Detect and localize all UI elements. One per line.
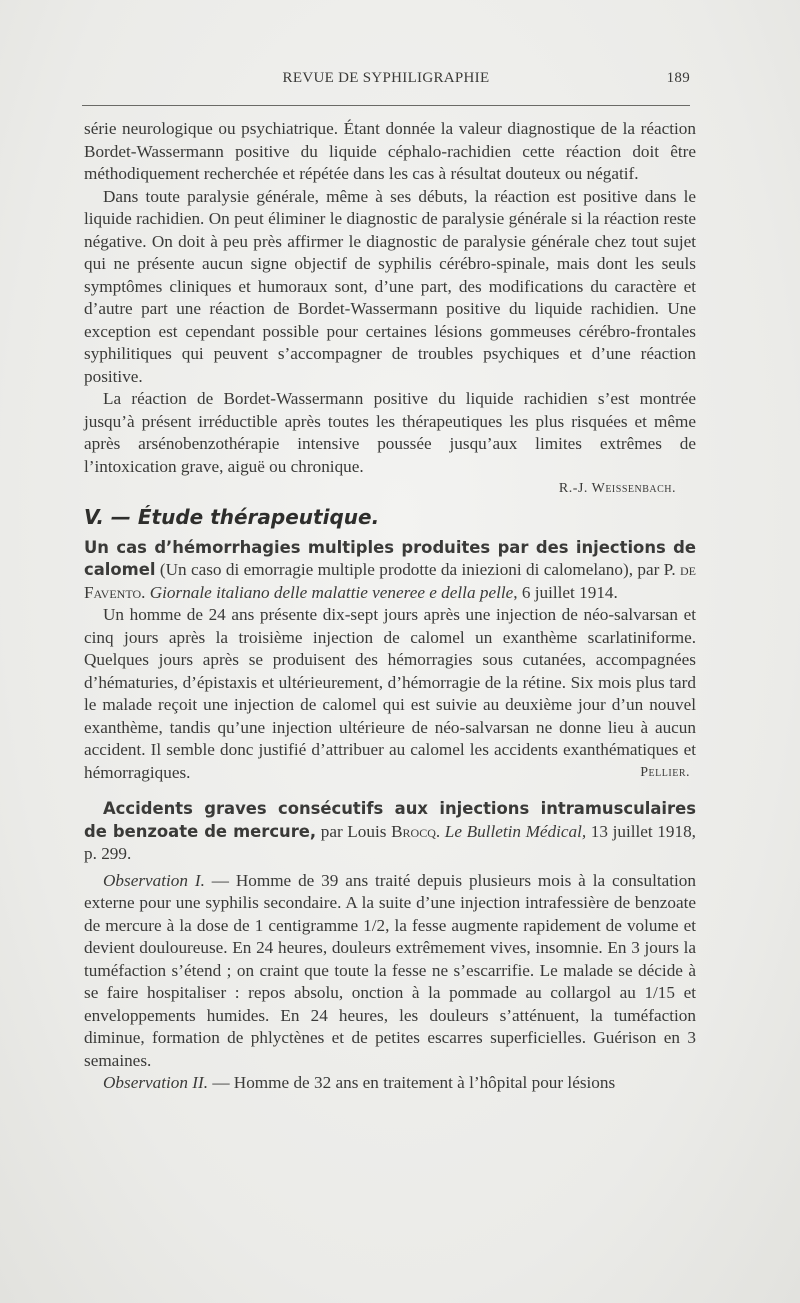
article-1-citation: Un cas d’hémorrhagies multiples produites par des injections de calomel (Un caso di emorragie multiple prodotte da iniezioni di calomelano), par P. de Favento. Giornale italiano delle malattie veneree e della pelle, 6 juillet 1914. — [84, 537, 696, 602]
article-1-body: Un homme de 24 ans présente dix-sept jours après une injection de néo-salvarsan et cinq jours après la troisième injection de calomel un exanthème scarlatiniforme. Quelques jours après se produisent des hémorragies sous cutanées, accompagnées d’hématuries, d’épistaxis et ultérieurement, d’hémorragie de la rétine. Six mois plus tard le malade reçoit une injection de calomel qui est suivie au deuxième jour d’un nouvel exanthème, tandis qu’une injection ultérieure de néo-salvarsan ne donne lieu à aucun accident. Il semble donc justifié d’attribuer au calomel les accidents exanthématiques et hémorragiques. Pellier. — [84, 604, 696, 784]
paragraph-irreductible: La réaction de Bordet-Wassermann positive du liquide rachidien s’est montrée jusqu’à présent irréductible après toutes les thérapeutiques les plus risquées et même après arsénobenzothérapie intensive poussée jusqu’aux limites extrêmes de l’intoxication grave, aiguë ou chronique. — [84, 389, 696, 476]
header-rule — [82, 105, 690, 106]
journal-title: REVUE DE SYPHILIGRAPHIE — [282, 70, 490, 86]
article-2-title: Accidents graves consécutifs aux injections intramusculaires de benzoate de mercure, — [84, 799, 696, 841]
article-1-title: Un cas d’hémorrhagies multiples produites par des injections de calomel — [84, 537, 696, 579]
section-heading: V. — Étude thérapeutique. — [84, 504, 380, 529]
signature-weissenbach: R.-J. Weissenbach. — [558, 481, 676, 496]
paragraph-paralysie: Dans toute paralysie générale, même à ses débuts, la réaction est positive dans le liquide rachidien. On peut éliminer le diagnostic de paralysie générale si la réaction reste négative. On doit à peu près affirmer le diagnostic de paralysie générale chez tout sujet qui ne présente aucun signe objectif de syphilis cérébro-spinale, mais dont les seuls symptômes cliniques et humoraux sont, d’une part, des modifications du caractère et d’autre part une réaction de Bordet-Wassermann positive du liquide rachidien. Une exception est cependant possible pour certaines lésions gommeuses cérébro-frontales syphilitiques qui peuvent s’accompagner de troubles psychiques et d’une réaction positive. — [84, 186, 696, 386]
article-2-journal: Le Bulletin Médical, — [444, 821, 587, 841]
observation-2-label: Observation II. — [103, 1073, 209, 1092]
article-2-citation: Accidents graves consécutifs aux injections intramusculaires de benzoate de mercure, par Louis Brocq. Le Bulletin Médical, 13 juillet 1918, p. 299. — [84, 799, 696, 863]
page-body — [84, 118, 696, 1095]
page-number: 189 — [666, 70, 690, 86]
article-1-journal: Giornale italiano delle malattie veneree e della pelle — [149, 582, 514, 602]
signature-pellier: Pellier. — [640, 764, 690, 780]
article-2-author: Brocq — [391, 821, 436, 841]
observation-1-label: Observation I. — [103, 870, 205, 890]
running-header — [82, 70, 690, 94]
observation-2: Observation II. — Homme de 32 ans en traitement à l’hôpital pour lésions — [103, 1073, 616, 1092]
paragraph-continued: série neurologique ou psychiatrique. Étant donnée la valeur diagnostique de la réaction Bordet-Wassermann positive du liquide céphalo-rachidien cette réaction doit être méthodiquement recherchée et répétée dans les cas à résultat douteux ou négatif. — [84, 119, 696, 183]
observation-1: Observation I. — Homme de 39 ans traité depuis plusieurs mois à la consultation externe pour une syphilis secondaire. A la suite d’une injection intrafessière de benzoate de mercure à la dose de 1 centigramme 1/2, la fesse augmente rapidement de volume et devient douloureuse. En 24 heures, douleurs extrêmement vives, insomnie. En 3 jours la tuméfaction s’étend ; on craint que toute la fesse ne s’escarrifie. Le malade se décide à se faire hospitaliser : repos absolu, onction à la pommade au collargol au 1/15 et enveloppements humides. En 24 heures, les douleurs s’atténuent, la tuméfaction diminue, formation de phlyctènes et de petites escarres superficielles. Guérison en 3 semaines. — [84, 870, 696, 1070]
article-1-author: de Favento — [84, 560, 696, 602]
